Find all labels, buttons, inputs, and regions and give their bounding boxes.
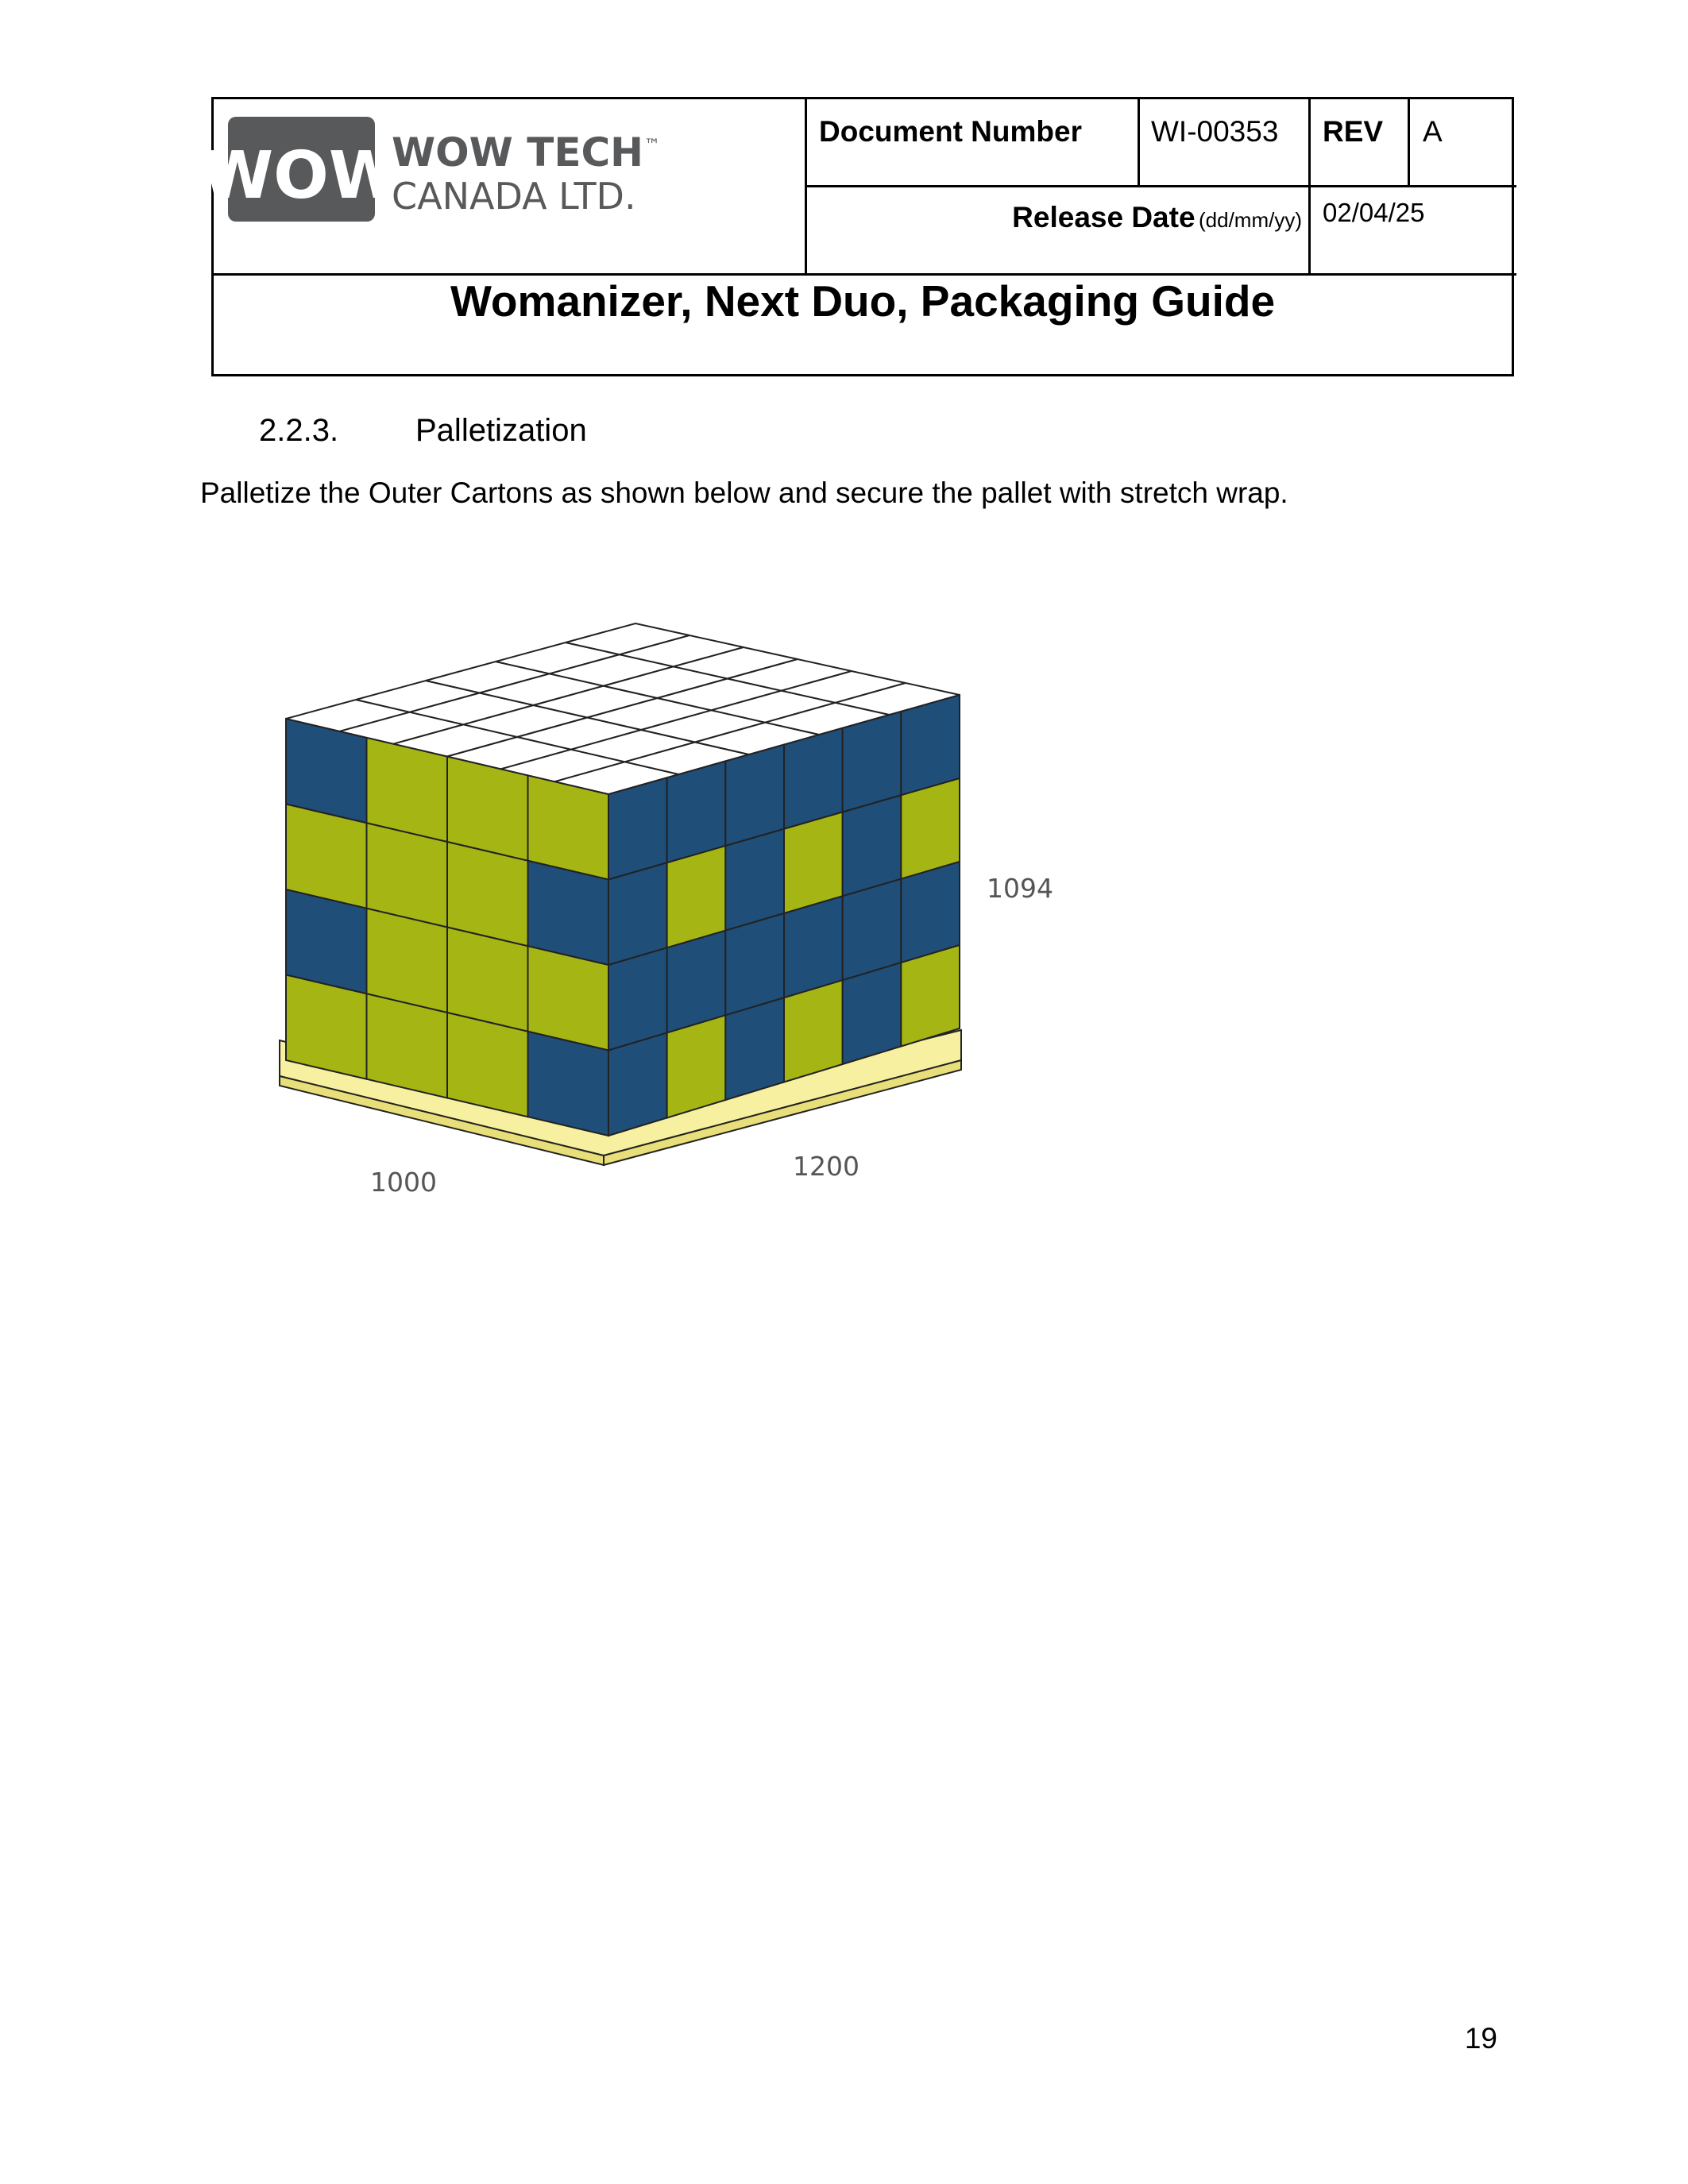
release-date-label-group [805,201,1302,234]
release-date-format: (dd/mm/yy) [1199,208,1302,232]
side-carton [608,1032,667,1136]
document-number-label: Document Number [819,115,1082,148]
rev-value: A [1423,115,1443,148]
side-carton [608,778,667,879]
rev-label: REV [1323,115,1384,148]
height-dimension-label: 1094 [987,873,1053,904]
section-heading [259,413,587,449]
side-carton [843,963,902,1064]
front-carton [528,1032,609,1136]
wow-tech-logo [201,112,673,231]
side-carton [667,761,726,862]
svg-text:™: ™ [644,135,660,154]
side-carton [725,745,784,847]
instruction-paragraph: Palletize the Outer Cartons as shown below and secure the pallet with stretch wrap. [200,477,1288,509]
front-carton [447,1013,528,1117]
side-carton [901,945,960,1047]
svg-text:CANADA LTD.: CANADA LTD. [392,175,636,218]
release-date-label: Release Date [1012,201,1196,233]
side-carton [667,1015,726,1117]
front-carton [367,994,448,1098]
length-dimension-label: 1200 [793,1151,859,1182]
section-number: 2.2.3. [259,413,339,448]
svg-text:WOW TECH: WOW TECH [392,129,644,176]
document-title: Womanizer, Next Duo, Packaging Guide [450,276,1276,326]
page-number: 19 [1464,2022,1497,2055]
section-title: Palletization [415,413,587,448]
side-carton [725,997,784,1100]
svg-text:WOW: WOW [201,138,401,214]
width-dimension-label: 1000 [370,1167,437,1198]
side-carton [784,980,843,1082]
pallet-illustration [262,576,1088,1235]
document-header [201,97,1514,376]
document-number-value: WI-00353 [1151,115,1279,148]
front-carton [286,975,367,1079]
release-date-value: 02/04/25 [1323,198,1425,227]
